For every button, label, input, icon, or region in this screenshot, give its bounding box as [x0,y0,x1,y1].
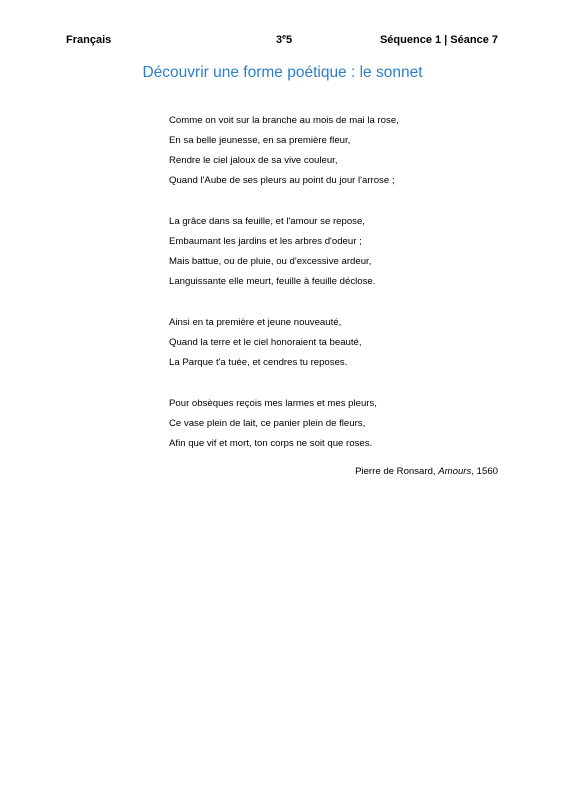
stanza-4 [169,394,509,454]
poem-line: Rendre le ciel jaloux de sa vive couleur, [169,155,338,166]
stanza-2 [169,212,509,292]
poem-line: Quand la terre et le ciel honoraient ta beauté, [169,337,362,348]
stanza-1 [169,111,509,191]
poem-line: Quand l'Aube de ses pleurs au point du jour l'arrose ; [169,175,395,186]
poem-line: Ainsi en ta première et jeune nouveauté, [169,317,342,328]
poem-attribution [355,466,498,477]
poem-line: La Parque t'a tuée, et cendres tu reposes. [169,357,348,368]
page-header [66,34,498,50]
poem-line: Ce vase plein de lait, ce panier plein de fleurs, [169,418,366,429]
poem-line: Afin que vif et mort, ton corps ne soit que roses. [169,438,373,449]
page-title: Découvrir une forme poétique : le sonnet [142,64,423,81]
header-class-group: 5 [286,34,293,46]
header-subject: Français [66,34,112,46]
poem-line: En sa belle jeunesse, en sa première fleur, [169,135,351,146]
poem-line: Pour obsèques reçois mes larmes et mes pleurs, [169,398,377,409]
stanza-3 [169,313,509,373]
header-class [276,34,292,46]
poem-line: Embaumant les jardins et les arbres d'odeur ; [169,236,362,247]
attribution-author: Pierre de Ronsard, [355,466,439,477]
poem-line: Comme on voit sur la branche au mois de mai la rose, [169,115,399,126]
header-sequence: Séquence 1 | Séance 7 [379,34,498,46]
header-class-number: 3 [276,34,283,46]
attribution-work: Amours [438,466,472,477]
header-class-suffix: e [282,34,287,41]
poem [169,111,509,475]
poem-line: La grâce dans sa feuille, et l'amour se repose, [169,216,365,227]
poem-line: Languissante elle meurt, feuille à feuille déclose. [169,276,376,287]
attribution-year: , 1560 [471,466,498,477]
poem-line: Mais battue, ou de pluie, ou d'excessive ardeur, [169,256,372,267]
